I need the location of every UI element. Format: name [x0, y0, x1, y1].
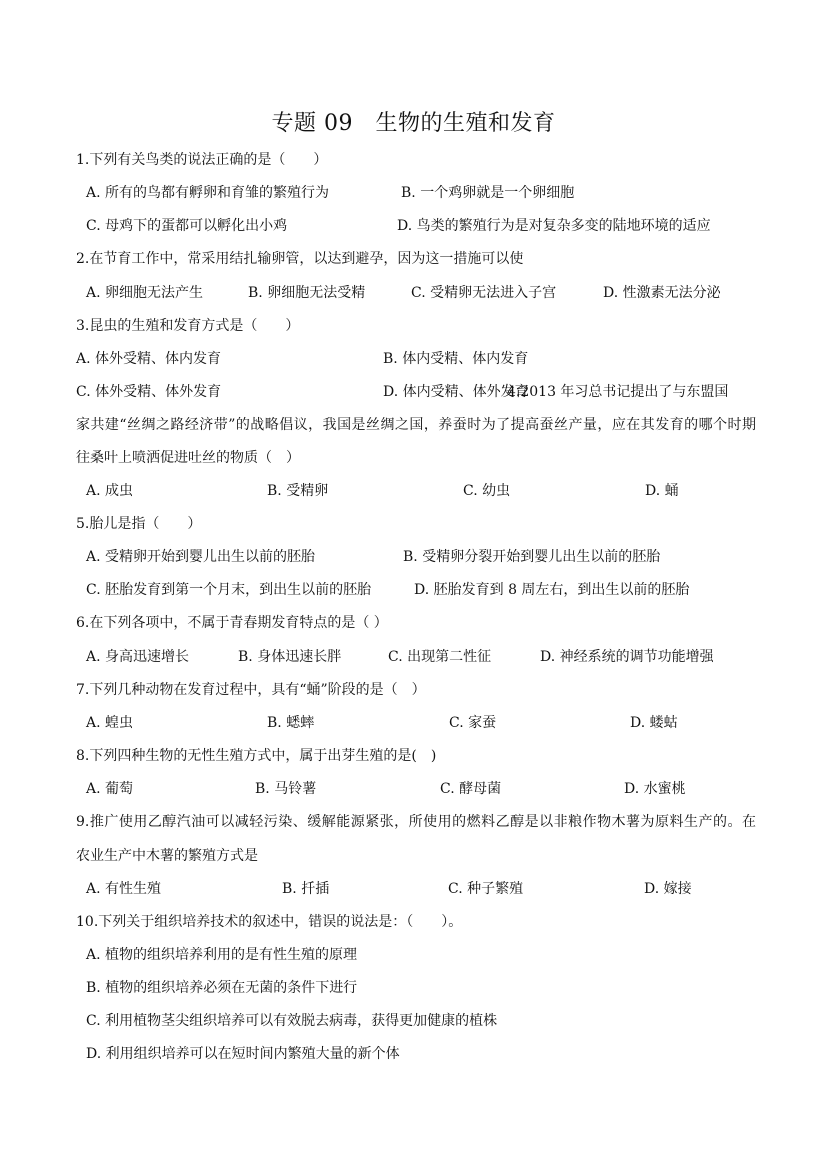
question-6-option-a: A. 身高迅速增长 — [86, 649, 190, 665]
question-3-stem: 3.昆虫的生殖和发育方式是（ ） — [76, 318, 300, 334]
question-9-stem-line-1: 9.推广使用乙醇汽油可以减轻污染、缓解能源紧张，所使用的燃料乙醇是以非粮作物木薯为原料生产的。在 — [76, 814, 756, 830]
question-6-option-b: B. 身体迅速长胖 — [238, 649, 342, 665]
question-8-option-c: C. 酵母菌 — [440, 781, 502, 797]
question-3-option-a: A. 体外受精、体内发育 — [76, 351, 222, 367]
question-4-stem-line-3: 往桑叶上喷洒促进吐丝的物质（ ） — [76, 450, 300, 466]
question-6-stem: 6.在下列各项中，不属于青春期发育特点的是（ ） — [76, 615, 388, 631]
question-9-option-c: C. 种子繁殖 — [448, 881, 524, 897]
question-2-option-d: D. 性激素无法分泌 — [603, 285, 721, 301]
question-3-option-b: B. 体内受精、体内发育 — [383, 351, 529, 367]
question-1-option-c: C. 母鸡下的蛋都可以孵化出小鸡 — [86, 218, 288, 234]
question-7-option-c: C. 家蚕 — [449, 715, 497, 731]
question-8-option-d: D. 水蜜桃 — [624, 781, 686, 797]
question-10-stem: 10.下列关于组织培养技术的叙述中，错误的说法是：（ ）。 — [76, 914, 463, 930]
question-2-option-b: B. 卵细胞无法受精 — [248, 285, 366, 301]
question-7-option-a: A. 蝗虫 — [86, 715, 134, 731]
question-3-option-c: C. 体外受精、体外发育 — [76, 384, 222, 400]
question-2-option-a: A. 卵细胞无法产生 — [86, 285, 204, 301]
question-1-option-d: D. 鸟类的繁殖行为是对复杂多变的陆地环境的适应 — [397, 218, 711, 234]
question-1-option-a: A. 所有的鸟都有孵卵和育雏的繁殖行为 — [86, 185, 330, 201]
question-4-option-a: A. 成虫 — [86, 483, 134, 499]
question-1-stem: 1.下列有关鸟类的说法正确的是（ ） — [76, 152, 328, 168]
question-9-option-d: D. 嫁接 — [644, 881, 692, 897]
question-7-option-b: B. 蟋蟀 — [267, 715, 315, 731]
question-5-option-a: A. 受精卵开始到婴儿出生以前的胚胎 — [86, 549, 316, 565]
question-5-option-d: D. 胚胎发育到 8 周左右，到出生以前的胚胎 — [414, 582, 690, 598]
question-10-option-d: D. 利用组织培养可以在短时间内繁殖大量的新个体 — [86, 1046, 400, 1062]
question-7-stem: 7.下列几种动物在发育过程中，具有“蛹”阶段的是（ ） — [76, 682, 426, 698]
question-5-stem: 5.胎儿是指（ ） — [76, 516, 202, 532]
question-4-option-d: D. 蛹 — [645, 483, 679, 499]
question-7-option-d: D. 蝼蛄 — [630, 715, 678, 731]
question-6-option-d: D. 神经系统的调节功能增强 — [540, 649, 714, 665]
question-1-option-b: B. 一个鸡卵就是一个卵细胞 — [401, 185, 575, 201]
question-4-option-b: B. 受精卵 — [267, 483, 329, 499]
question-3-option-d: D. 体内受精、体外发育 — [383, 384, 529, 400]
question-10-option-a: A. 植物的组织培养利用的是有性生殖的原理 — [86, 947, 358, 963]
question-5-option-c: C. 胚胎发育到第一个月末，到出生以前的胚胎 — [86, 582, 372, 598]
question-8-option-a: A. 葡萄 — [86, 781, 134, 797]
question-8-option-b: B. 马铃薯 — [255, 781, 317, 797]
page-title: 专题 09 生物的生殖和发育 — [271, 111, 556, 136]
question-4-stem-line-1: 4.2013 年习总书记提出了与东盟国 — [507, 384, 729, 400]
question-6-option-c: C. 出现第二性征 — [388, 649, 492, 665]
question-9-option-b: B. 扦插 — [282, 881, 330, 897]
question-2-option-c: C. 受精卵无法进入子宫 — [411, 285, 557, 301]
question-5-option-b: B. 受精卵分裂开始到婴儿出生以前的胚胎 — [403, 549, 661, 565]
question-4-option-c: C. 幼虫 — [463, 483, 511, 499]
question-4-stem-line-2: 家共建“丝绸之路经济带”的战略倡议，我国是丝绸之国，养蚕时为了提高蚕丝产量，应在其发育的哪个时期 — [76, 417, 756, 433]
question-10-option-c: C. 利用植物茎尖组织培养可以有效脱去病毒，获得更加健康的植株 — [86, 1013, 498, 1029]
question-10-option-b: B. 植物的组织培养必须在无菌的条件下进行 — [86, 980, 358, 996]
question-2-stem: 2.在节育工作中，常采用结扎输卵管，以达到避孕，因为这一措施可以使 — [76, 251, 524, 267]
question-9-option-a: A. 有性生殖 — [86, 881, 162, 897]
question-9-stem-line-2: 农业生产中木薯的繁殖方式是 — [76, 848, 258, 864]
question-8-stem: 8.下列四种生物的无性生殖方式中，属于出芽生殖的是( ) — [76, 748, 437, 764]
